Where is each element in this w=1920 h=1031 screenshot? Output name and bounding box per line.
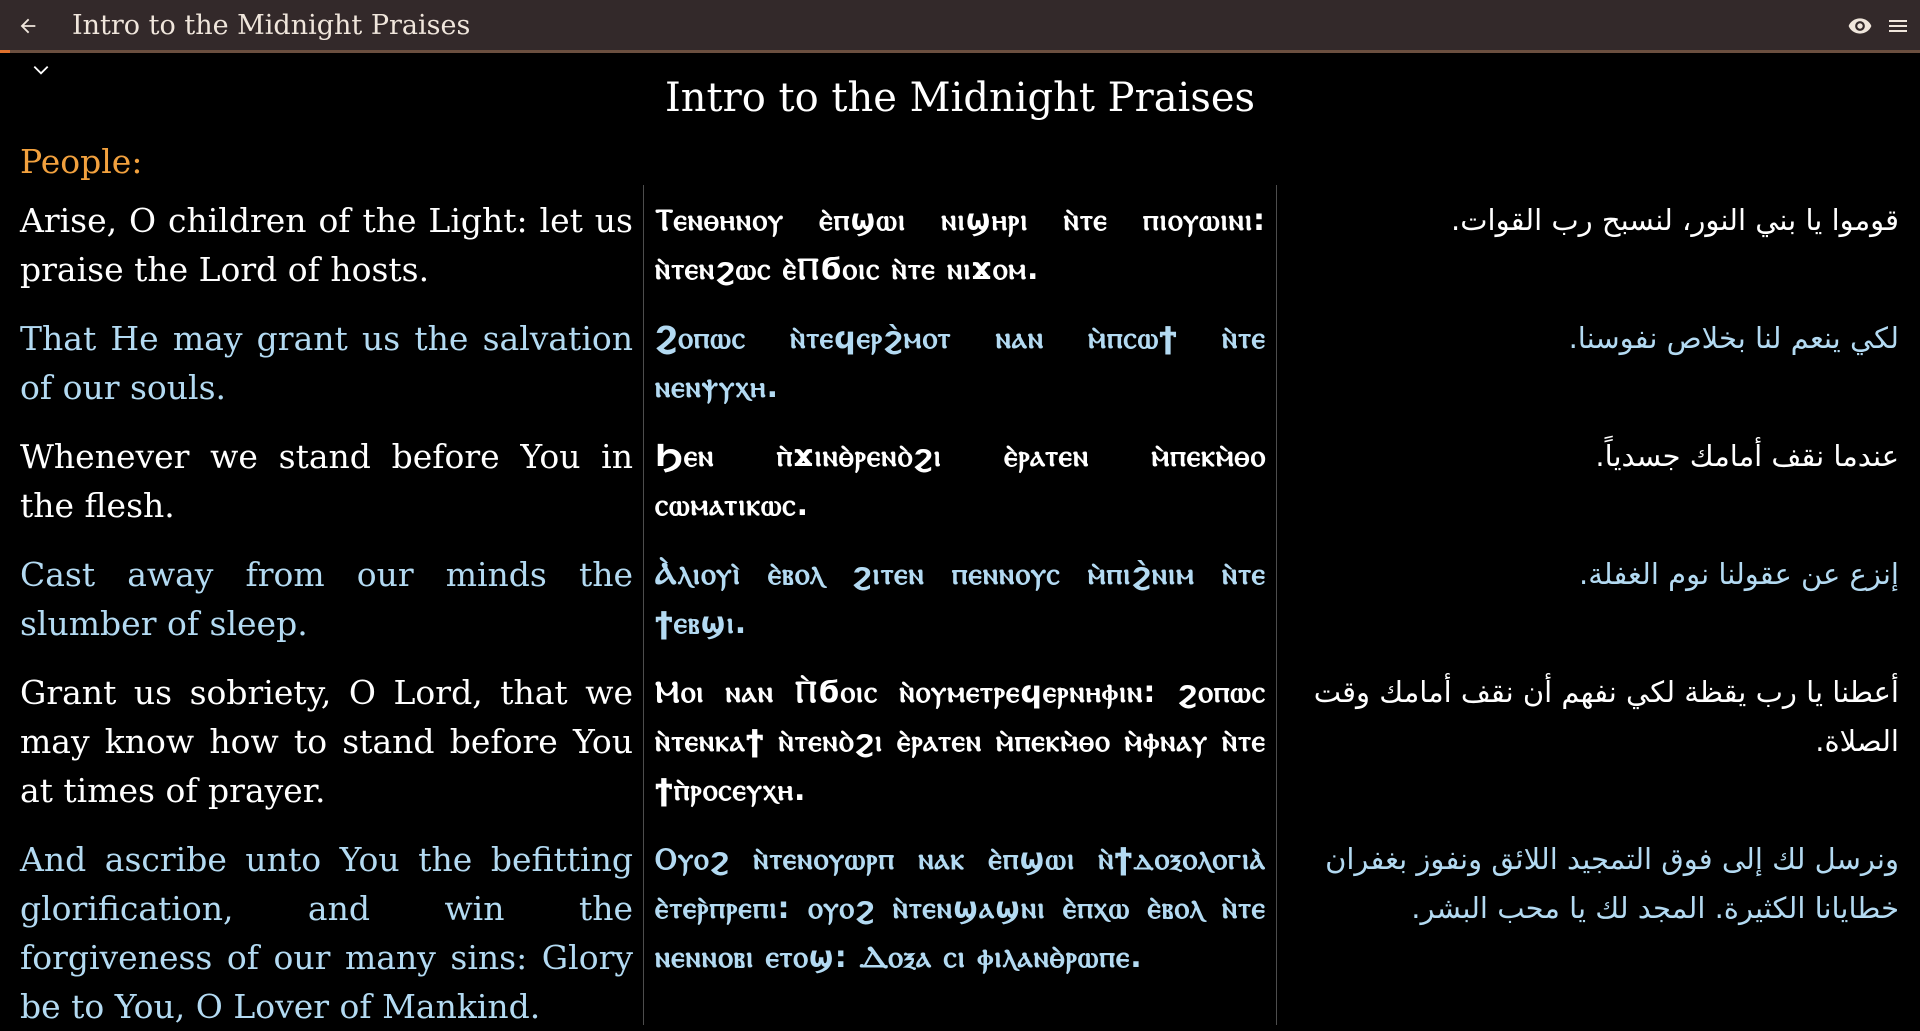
back-button[interactable] [10,8,46,44]
verse-english: Whenever we stand before You in the flesh. [20,437,633,525]
verse-arabic: قوموا يا بني النور، لنسبح رب القوات. [1451,203,1899,237]
verse-coptic: Ⲟⲩⲟϩ ⲛ̀ⲧⲉⲛⲟⲩⲱⲣⲡ ⲛⲁⲕ ⲉ̀ⲡϣⲱⲓ ⲛ̀ϯⲇⲟⲝⲟⲗⲟⲅⲓⲁ̀ ⲉ̀ⲧⲉⲣ̀ⲡⲣⲉⲡⲓ: ⲟⲩⲟϩ ⲛ̀ⲧⲉⲛϣⲁϣⲛⲓ ⲉ̀ⲡⲭⲱ ⲉ̀ⲃⲟⲗ ⲛ̀ⲧⲉ ⲛⲉⲛⲛⲟⲃⲓ ⲉⲧⲟϣ: Ⲇⲟⲝⲁ ⲥⲓ ⲫⲓⲗⲁⲛⲑ̀ⲣⲱⲡⲉ. [655,842,1266,975]
verse-arabic: عندما نقف أمامك جسدياً. [1595,439,1899,473]
verse-arabic: لكي ينعم لنا بخلاص نفوسنا. [1568,321,1899,355]
eye-icon [1847,13,1873,39]
hamburger-menu-icon [1886,14,1910,38]
verse-english: Arise, O children of the Light: let us praise the Lord of hosts. [20,201,633,289]
column-divider-right [1276,185,1277,1025]
verse-arabic: إنزع عن عقولنا نوم الغفلة. [1579,557,1899,591]
menu-button[interactable] [1884,12,1912,40]
column-divider-left [643,185,644,1025]
progress-accent [0,50,10,53]
arrow-back-icon [17,15,39,37]
verse-english: And ascribe unto You the befitting glorification, and win the forgiveness of our many sins: Glory be to You, O Lover of Mankind. [20,840,633,1026]
role-label: People: [20,142,143,181]
document-title: Intro to the Midnight Praises [664,75,1256,121]
verse-english: That He may grant us the salvation of our souls. [20,319,633,407]
view-toggle-button[interactable] [1846,12,1874,40]
verse-coptic: Ⲁ̀ⲗⲓⲟⲩⲓ̀ ⲉ̀ⲃⲟⲗ ϩⲓⲧⲉⲛ ⲡⲉⲛⲛⲟⲩⲥ ⲙ̀ⲡⲓϩ̀ⲛⲓⲙ ⲛ̀ⲧⲉ ϯⲉⲃϣⲓ. [655,557,1266,641]
verse-arabic: أعطنا يا رب يقظة لكي نفهم أن نقف أمامك وقت الصلاة. [1313,675,1899,758]
verse-english: Cast away from our minds the slumber of sleep. [20,555,633,643]
verse-coptic: Ⲧⲉⲛⲑⲏⲛⲟⲩ ⲉ̀ⲡϣⲱⲓ ⲛⲓϣⲏⲣⲓ ⲛ̀ⲧⲉ ⲡⲓⲟⲩⲱⲓⲛⲓ: ⲛ̀ⲧⲉⲛϩⲱⲥ ⲉ̀Ⲡϭⲟⲓⲥ ⲛ̀ⲧⲉ ⲛⲓϫⲟⲙ. [655,203,1266,287]
verse-coptic: Ϩⲟⲡⲱⲥ ⲛ̀ⲧⲉϥⲉⲣϩ̀ⲙⲟⲧ ⲛⲁⲛ ⲙ̀ⲡⲥⲱϯ ⲛ̀ⲧⲉ ⲛⲉⲛⲯⲩⲭⲏ. [655,321,1266,405]
verse-coptic: Ϧⲉⲛ ⲡ̀ϫⲓⲛⲑ̀ⲣⲉⲛⲟ̀ϩⲓ ⲉ̀ⲣⲁⲧⲉⲛ ⲙ̀ⲡⲉⲕⲙ̀ⲑⲟ ⲥⲱⲙⲁⲧⲓⲕⲱⲥ. [655,439,1266,523]
app-bar-title: Intro to the Midnight Praises [72,10,471,41]
verse-arabic: ونرسل لك إلى فوق التمجيد اللائق ونفوز بغفران خطايانا الكثيرة. المجد لك يا محب البشر. [1325,842,1899,925]
verse-coptic: Ⲙⲟⲓ ⲛⲁⲛ Ⲡ̀ϭⲟⲓⲥ ⲛ̀ⲟⲩⲙⲉⲧⲣⲉϥⲉⲣⲛⲏⲫⲓⲛ: ϩⲟⲡⲱⲥ ⲛ̀ⲧⲉⲛⲕⲁϯ ⲛ̀ⲧⲉⲛⲟ̀ϩⲓ ⲉ̀ⲣⲁⲧⲉⲛ ⲙ̀ⲡⲉⲕⲙ̀ⲑⲟ ⲙ̀ⲫⲛⲁⲩ ⲛ̀ⲧⲉ ϯⲡ̀ⲣⲟⲥⲉⲩⲭⲏ. [655,675,1266,808]
verse-english: Grant us sobriety, O Lord, that we may know how to stand before You at times of prayer. [20,673,633,810]
app-bar [0,0,1920,53]
